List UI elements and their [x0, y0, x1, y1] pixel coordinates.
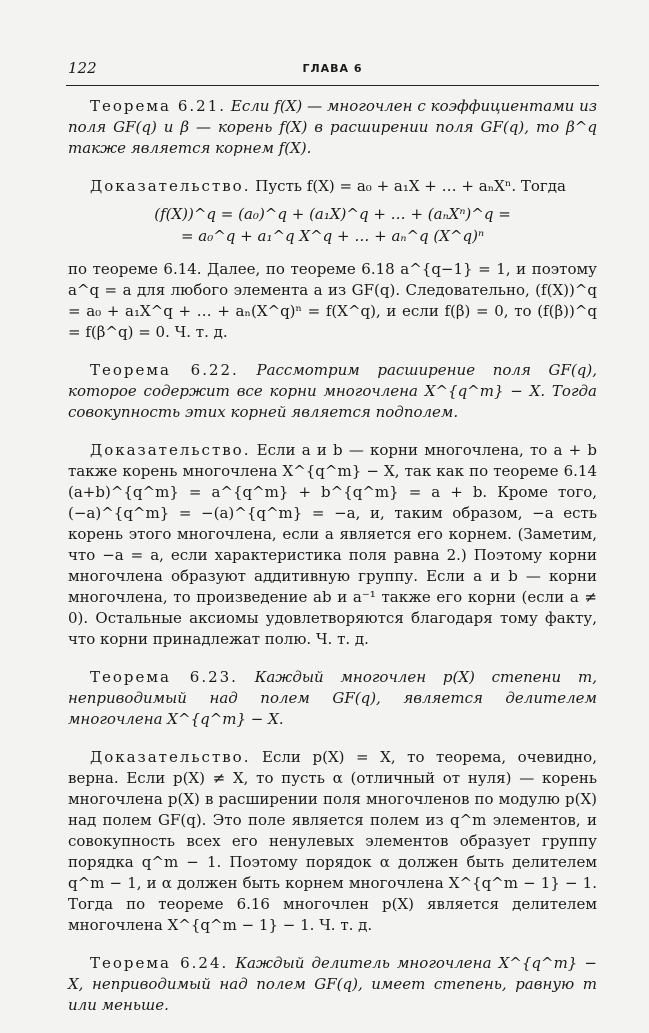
theorem-statement: Рассмотрим расширение поля GF(q), которое содержит все корни многочлена X^{q^m} − X. Тогда совокупность этих корней является подполем.: [68, 361, 598, 421]
theorem-label: Теорема 6.23.: [90, 668, 238, 686]
formula-line-1: (f(X))^q = (a₀)^q + (a₁X)^q + … + (aₙXⁿ)^q =: [154, 205, 511, 223]
qed-mark: Ч. т. д.: [174, 323, 228, 341]
page-number: 122: [68, 59, 97, 77]
theorem-label: Теорема 6.22.: [90, 361, 239, 379]
display-formula: [68, 203, 597, 247]
theorem-statement: Каждый многочлен p(X) степени m, неприводимый над полем GF(q), является делителем многочлена X^{q^m} − X.: [68, 668, 597, 728]
proof-text: по теореме 6.14. Далее, по теореме 6.18 a^{q−1} = 1, и поэтому a^q = a для любого элемента a из GF(q). Следовательно, (f(X))^q = a₀ + a₁X^q + … + aₙ(X^q)ⁿ = f(X^q), и если f(β) = 0, то (f(β))^q = f(β^q) = 0.: [68, 260, 597, 341]
theorem-6-22: [68, 360, 597, 423]
proof-6-22: [68, 440, 597, 650]
theorem-6-21: [68, 96, 597, 159]
formula-line-2: = a₀^q + a₁^q X^q + … + aₙ^q (X^q)ⁿ: [180, 227, 485, 245]
chapter-title: ГЛАВА 6: [302, 62, 363, 75]
proof-text: Если a и b — корни многочлена, то a + b также корень многочлена X^{q^m} − X, так как по теореме 6.14 (a+b)^{q^m} = a^{q^m} + b^{q^m} = a + b. Кроме того, (−a)^{q^m} = −(a)^{q^m} = −a, и, таким образом, −a есть корень этого многочлена, если a является его корнем. (Заметим, что −a = a, если характеристика поля равна 2.) Поэтому корни многочлена образуют аддитивную группу. Если a и b — корни многочлена, то произведение ab и a⁻¹ также его корни (если a ≠ 0). Остальные аксиомы удовлетворяются благодаря тому факту, что корни принадлежат полю.: [68, 441, 597, 648]
proof-label: Доказательство.: [90, 177, 251, 195]
page-header: [68, 58, 597, 82]
qed-mark: Ч. т. д.: [319, 916, 373, 934]
proof-text: Если p(X) = X, то теорема, очевидно, верна. Если p(X) ≠ X, то пусть α (отличный от нуля) — корень многочлена p(X) в расширении поля многочленов по модулю p(X) над полем GF(q). Это поле является полем из q^m элементов, и совокупность всех его ненулевых элементов образует группу порядка q^m − 1. Поэтому порядок α должен быть делителем q^m − 1, и α должен быть корнем многочлена X^{q^m − 1} − 1. Тогда по теореме 6.16 многочлен p(X) является делителем многочлена X^{q^m − 1} − 1.: [68, 748, 597, 934]
page-body: [68, 96, 597, 1033]
proof-intro: Пусть f(X) = a₀ + a₁X + … + aₙXⁿ. Тогда: [255, 177, 566, 195]
qed-mark: Ч. т. д.: [315, 630, 369, 648]
theorem-6-24: [68, 953, 597, 1016]
theorem-6-23: [68, 667, 597, 730]
theorem-statement: Каждый делитель многочлена X^{q^m} − X, неприводимый над полем GF(q), имеет степень, равную m или меньше.: [68, 954, 597, 1014]
proof-6-21-body: [68, 259, 597, 343]
proof-label: Доказательство.: [90, 441, 251, 459]
proof-6-21-intro: [68, 176, 597, 197]
theorem-label: Теорема 6.24.: [90, 954, 229, 972]
header-rule: [66, 85, 599, 86]
proof-6-23: [68, 747, 597, 936]
theorem-label: Теорема 6.21.: [90, 97, 227, 115]
theorem-statement: Если f(X) — многочлен с коэффициентами из поля GF(q) и β — корень f(X) в расширении поля GF(q), то β^q также является корнем f(X).: [68, 97, 598, 157]
proof-label: Доказательство.: [90, 748, 251, 766]
